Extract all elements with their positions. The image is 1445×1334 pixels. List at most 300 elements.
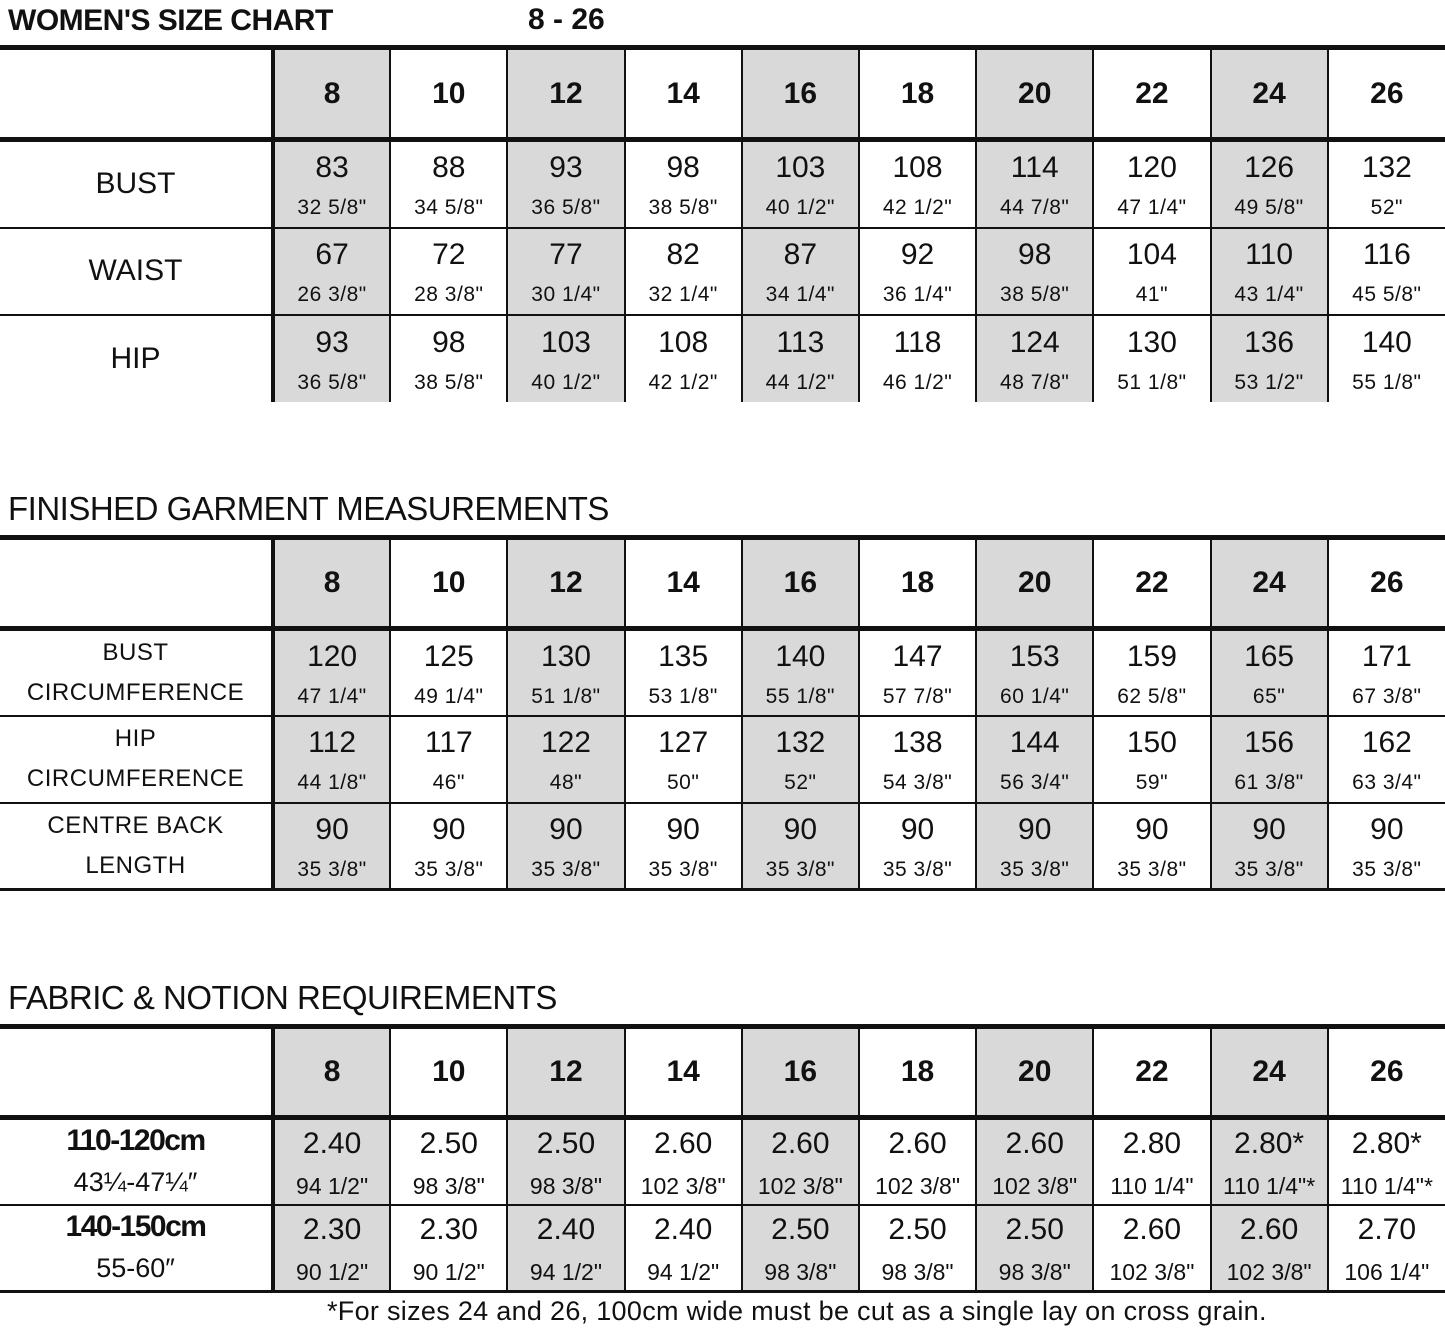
value-cm: 112 — [308, 726, 356, 759]
value-inches: 35 3/8" — [1352, 857, 1422, 881]
value-cm: 98 — [666, 151, 700, 185]
value-metres: 2.60 — [888, 1126, 947, 1160]
value-cell-size-24 — [1211, 803, 1328, 890]
value-cm: 90 — [783, 812, 818, 846]
value-inches: 53 1/8" — [648, 684, 718, 708]
value-cell-size-18 — [859, 1118, 976, 1205]
size-header-row — [0, 538, 1445, 629]
value-inches: 26 3/8" — [297, 283, 367, 306]
value-cm: 117 — [424, 726, 473, 759]
value-inches: 53 1/2" — [1234, 370, 1304, 394]
value-inches: 55 1/8" — [1352, 370, 1422, 394]
value-inches: 54 3/8" — [882, 771, 953, 794]
value-metres: 2.50 — [771, 1212, 830, 1246]
value-inches: 98 3/8" — [764, 1258, 837, 1285]
value-cell-size-8 — [273, 1205, 390, 1292]
value-cm: 110 — [1245, 238, 1293, 271]
value-inches: 38 5/8" — [648, 196, 718, 220]
size-header-22: 22 — [1093, 538, 1210, 629]
value-cm: 108 — [658, 325, 709, 359]
value-inches: 98 3/8" — [529, 1172, 603, 1199]
size-header-20: 20 — [976, 1027, 1093, 1118]
size-header-8: 8 — [273, 48, 390, 140]
value-cm: 135 — [658, 639, 709, 673]
value-metres: 2.30 — [302, 1212, 362, 1246]
value-cell-size-26 — [1328, 315, 1445, 402]
value-cell-size-24 — [1211, 1118, 1328, 1205]
value-cell-size-8 — [273, 629, 390, 716]
value-inches: 44 1/2" — [765, 370, 836, 394]
value-cell-size-10 — [390, 629, 507, 716]
value-inches: 48" — [549, 771, 583, 794]
value-cm: 132 — [1361, 151, 1412, 185]
value-cell-size-18 — [859, 716, 976, 803]
value-cm: 124 — [1009, 325, 1060, 359]
value-metres: 2.80 — [1122, 1126, 1182, 1160]
row-label-line2: LENGTH — [85, 851, 186, 879]
value-inches: 44 1/8" — [297, 771, 367, 794]
value-cell-size-20 — [976, 1118, 1093, 1205]
value-cm: 90 — [666, 812, 700, 846]
value-inches: 110 1/4"* — [1340, 1172, 1433, 1199]
value-cm: 93 — [315, 325, 349, 359]
value-cell-size-12 — [507, 1118, 624, 1205]
value-cell-size-20 — [976, 629, 1093, 716]
value-cell-size-20 — [976, 140, 1093, 228]
size-header-8: 8 — [273, 1027, 390, 1118]
size-header-18: 18 — [859, 48, 976, 140]
value-inches: 94 1/2" — [296, 1172, 369, 1199]
value-inches: 62 5/8" — [1117, 684, 1187, 708]
value-cm: 156 — [1244, 726, 1295, 759]
value-cell-size-24 — [1211, 315, 1328, 402]
size-header-14: 14 — [625, 48, 742, 140]
value-cell-size-22 — [1093, 629, 1210, 716]
size-header-22: 22 — [1093, 48, 1210, 140]
size-header-12: 12 — [507, 48, 624, 140]
value-inches: 35 3/8" — [414, 857, 484, 881]
value-cell-size-22 — [1093, 228, 1210, 315]
value-cm: 90 — [900, 812, 935, 846]
value-inches: 35 3/8" — [648, 857, 718, 881]
value-inches: 106 1/4" — [1344, 1258, 1430, 1285]
value-cell-size-12 — [507, 629, 624, 716]
value-inches: 49 1/4" — [414, 684, 484, 708]
value-cm: 90 — [549, 812, 583, 846]
value-inches: 52" — [1370, 196, 1403, 220]
size-header-12: 12 — [507, 1027, 624, 1118]
value-cell-size-14 — [625, 315, 742, 402]
value-cm: 92 — [900, 238, 935, 271]
value-cell-size-14 — [625, 1118, 742, 1205]
value-cm: 118 — [893, 325, 942, 359]
value-cell-size-10 — [390, 1118, 507, 1205]
value-cell-size-24 — [1211, 716, 1328, 803]
value-cell-size-16 — [742, 1118, 859, 1205]
value-inches: 35 3/8" — [1234, 857, 1304, 881]
value-inches: 55 1/8" — [765, 684, 836, 708]
value-cell-size-12 — [507, 228, 624, 315]
table-row — [0, 315, 1445, 402]
size-range: 8 - 26 — [528, 3, 605, 36]
value-inches: 40 1/2" — [531, 370, 601, 394]
value-metres: 2.50 — [419, 1126, 478, 1160]
finished-garment-table — [0, 535, 1445, 891]
row-label-text: BUST — [95, 167, 176, 201]
value-cm: 90 — [1252, 812, 1286, 846]
value-cell-size-20 — [976, 228, 1093, 315]
size-header-16: 16 — [742, 1027, 859, 1118]
size-header-row — [0, 1027, 1445, 1118]
value-cell-size-10 — [390, 1205, 507, 1292]
corner-cell — [0, 1027, 273, 1118]
row-label-text: WAIST — [88, 254, 183, 287]
value-inches: 48 7/8" — [1000, 370, 1070, 394]
value-inches: 102 3/8" — [1109, 1258, 1195, 1285]
size-header-26: 26 — [1328, 48, 1445, 140]
value-cm: 87 — [783, 238, 818, 271]
value-cm: 90 — [432, 812, 466, 846]
value-cell-size-26 — [1328, 716, 1445, 803]
value-inches: 67 3/8" — [1352, 684, 1422, 708]
value-cm: 90 — [1370, 812, 1404, 846]
value-inches: 51 1/8" — [1117, 370, 1187, 394]
value-cell-size-14 — [625, 629, 742, 716]
value-cell-size-8 — [273, 716, 390, 803]
value-cell-size-20 — [976, 1205, 1093, 1292]
value-cell-size-24 — [1211, 140, 1328, 228]
value-cell-size-18 — [859, 803, 976, 890]
value-cell-size-20 — [976, 803, 1093, 890]
value-cm: 136 — [1244, 325, 1295, 359]
size-header-row — [0, 48, 1445, 140]
womens-size-chart-title: WOMEN'S SIZE CHART — [8, 4, 333, 37]
value-cell-size-10 — [390, 228, 507, 315]
value-metres: 2.60 — [653, 1126, 713, 1160]
size-header-18: 18 — [859, 538, 976, 629]
value-metres: 2.80* — [1234, 1126, 1305, 1160]
row-label-text: HIP — [110, 341, 161, 375]
value-cell-size-24 — [1211, 1205, 1328, 1292]
value-cell-size-14 — [625, 1205, 742, 1292]
value-cell-size-8 — [273, 315, 390, 402]
value-cell-size-18 — [859, 315, 976, 402]
size-header-18: 18 — [859, 1027, 976, 1118]
row-label-line1: CENTRE BACK — [47, 811, 224, 839]
value-metres: 2.40 — [653, 1212, 713, 1246]
value-inches: 56 3/4" — [1000, 771, 1070, 794]
value-inches: 46" — [432, 771, 465, 794]
value-inches: 32 1/4" — [648, 283, 718, 306]
value-cell-size-22 — [1093, 1205, 1210, 1292]
value-cm: 98 — [432, 325, 466, 359]
value-metres: 2.60 — [1239, 1212, 1299, 1246]
value-inches: 98 3/8" — [412, 1172, 485, 1199]
value-cm: 88 — [432, 151, 466, 185]
value-metres: 2.50 — [888, 1212, 947, 1246]
table-row — [0, 1205, 1445, 1292]
value-cell-size-8 — [273, 140, 390, 228]
row-label-line1: BUST — [102, 638, 169, 666]
value-cell-size-14 — [625, 803, 742, 890]
value-cell-size-16 — [742, 315, 859, 402]
value-inches: 57 7/8" — [882, 684, 953, 708]
value-cell-size-10 — [390, 140, 507, 228]
row-label — [0, 1205, 273, 1292]
row-label-line2: CIRCUMFERENCE — [26, 765, 245, 792]
value-cell-size-22 — [1093, 1118, 1210, 1205]
value-inches: 50" — [666, 771, 700, 794]
value-inches: 94 1/2" — [647, 1258, 720, 1285]
row-label — [0, 629, 273, 716]
value-cm: 147 — [892, 639, 943, 673]
fabric-width-cm: 140-150cm — [65, 1209, 206, 1243]
finished-garment-title: FINISHED GARMENT MEASUREMENTS — [8, 490, 609, 527]
row-label-line2: CIRCUMFERENCE — [26, 678, 245, 706]
value-cell-size-16 — [742, 629, 859, 716]
value-metres: 2.30 — [419, 1212, 478, 1246]
value-cm: 104 — [1126, 238, 1177, 271]
fabric-width-cm: 110-120cm — [66, 1123, 205, 1157]
value-cell-size-16 — [742, 1205, 859, 1292]
value-cell-size-10 — [390, 803, 507, 890]
size-header-10: 10 — [390, 48, 507, 140]
value-inches: 63 3/4" — [1352, 771, 1422, 794]
value-cell-size-10 — [390, 315, 507, 402]
value-cell-size-18 — [859, 1205, 976, 1292]
size-header-16: 16 — [742, 48, 859, 140]
value-inches: 52" — [784, 771, 817, 794]
value-inches: 47 1/4" — [1117, 196, 1187, 220]
value-cm: 165 — [1244, 639, 1295, 673]
size-header-16: 16 — [742, 538, 859, 629]
value-cm: 90 — [1018, 812, 1052, 846]
value-metres: 2.50 — [1005, 1212, 1064, 1246]
value-cell-size-26 — [1328, 1118, 1445, 1205]
size-header-20: 20 — [976, 538, 1093, 629]
value-cell-size-22 — [1093, 315, 1210, 402]
value-inches: 98 3/8" — [998, 1258, 1071, 1285]
value-cell-size-26 — [1328, 1205, 1445, 1292]
value-inches: 32 5/8" — [297, 196, 367, 220]
corner-cell — [0, 48, 273, 140]
value-inches: 35 3/8" — [1000, 857, 1070, 881]
value-cm: 153 — [1009, 639, 1060, 673]
size-header-24: 24 — [1211, 48, 1328, 140]
value-inches: 42 1/2" — [648, 370, 718, 394]
value-cell-size-16 — [742, 140, 859, 228]
value-cell-size-18 — [859, 140, 976, 228]
value-cm: 103 — [775, 151, 826, 185]
table-row — [0, 803, 1445, 890]
size-header-10: 10 — [390, 1027, 507, 1118]
value-cell-size-12 — [507, 716, 624, 803]
value-cm: 120 — [1126, 151, 1177, 185]
value-cell-size-24 — [1211, 629, 1328, 716]
value-inches: 30 1/4" — [531, 283, 601, 306]
value-cell-size-8 — [273, 803, 390, 890]
row-label — [0, 228, 273, 315]
value-inches: 35 3/8" — [882, 857, 953, 881]
row-label — [0, 140, 273, 228]
value-cm: 82 — [666, 238, 700, 271]
value-cell-size-18 — [859, 629, 976, 716]
table-row — [0, 716, 1445, 803]
size-header-10: 10 — [390, 538, 507, 629]
value-cell-size-12 — [507, 1205, 624, 1292]
value-cell-size-26 — [1328, 140, 1445, 228]
value-inches: 51 1/8" — [531, 684, 601, 708]
table-row — [0, 1118, 1445, 1205]
value-inches: 36 5/8" — [297, 370, 367, 394]
value-inches: 44 7/8" — [1000, 196, 1070, 220]
value-cm: 140 — [1361, 325, 1412, 359]
fabric-width-inches: 43¼-47¼″ — [73, 1166, 198, 1197]
value-cm: 90 — [315, 812, 349, 846]
size-header-24: 24 — [1211, 538, 1328, 629]
fabric-footnote: *For sizes 24 and 26, 100cm wide must be cut as a single lay on cross grain. — [327, 1296, 1267, 1326]
value-inches: 90 1/2" — [412, 1258, 485, 1285]
value-cm: 162 — [1361, 726, 1412, 759]
value-cm: 125 — [423, 639, 474, 673]
value-cell-size-12 — [507, 315, 624, 402]
fabric-requirements-table — [0, 1024, 1445, 1293]
value-cm: 93 — [549, 151, 583, 185]
value-cell-size-20 — [976, 716, 1093, 803]
value-cm: 72 — [432, 238, 466, 271]
fabric-requirements-title: FABRIC & NOTION REQUIREMENTS — [8, 979, 557, 1016]
value-cell-size-14 — [625, 716, 742, 803]
row-label — [0, 803, 273, 890]
value-cm: 159 — [1126, 639, 1177, 673]
value-inches: 35 3/8" — [297, 857, 367, 881]
table-row — [0, 140, 1445, 228]
size-header-12: 12 — [507, 538, 624, 629]
value-cm: 171 — [1361, 639, 1412, 673]
value-cell-size-8 — [273, 1118, 390, 1205]
value-cell-size-18 — [859, 228, 976, 315]
value-inches: 40 1/2" — [765, 196, 836, 220]
value-cell-size-22 — [1093, 716, 1210, 803]
value-metres: 2.40 — [302, 1126, 362, 1160]
value-cm: 122 — [540, 726, 591, 759]
value-inches: 61 3/8" — [1234, 771, 1304, 794]
value-cm: 113 — [776, 325, 825, 359]
value-cell-size-24 — [1211, 228, 1328, 315]
value-inches: 43 1/4" — [1234, 283, 1304, 306]
value-cm: 67 — [315, 238, 349, 271]
value-metres: 2.50 — [536, 1126, 596, 1160]
value-inches: 34 5/8" — [414, 196, 484, 220]
value-cell-size-20 — [976, 315, 1093, 402]
value-inches: 35 3/8" — [531, 857, 601, 881]
size-header-22: 22 — [1093, 1027, 1210, 1118]
corner-cell — [0, 538, 273, 629]
womens-size-chart-table — [0, 45, 1445, 402]
value-cell-size-22 — [1093, 140, 1210, 228]
value-metres: 2.70 — [1357, 1212, 1417, 1246]
value-cm: 127 — [658, 726, 709, 759]
value-cm: 90 — [1135, 812, 1169, 846]
value-cm: 130 — [540, 639, 591, 673]
value-inches: 45 5/8" — [1352, 283, 1422, 306]
value-inches: 49 5/8" — [1234, 196, 1304, 220]
value-inches: 42 1/2" — [882, 196, 953, 220]
value-inches: 110 1/4"* — [1223, 1172, 1316, 1199]
value-cell-size-22 — [1093, 803, 1210, 890]
value-metres: 2.40 — [536, 1212, 596, 1246]
value-metres: 2.60 — [771, 1126, 830, 1160]
value-cm: 130 — [1126, 325, 1177, 359]
value-cell-size-26 — [1328, 228, 1445, 315]
value-cm: 150 — [1126, 726, 1177, 759]
value-inches: 102 3/8" — [757, 1172, 843, 1199]
value-inches: 46 1/2" — [882, 370, 953, 394]
value-inches: 35 3/8" — [765, 857, 836, 881]
row-label — [0, 716, 273, 803]
size-header-14: 14 — [625, 1027, 742, 1118]
value-inches: 28 3/8" — [414, 283, 484, 306]
size-header-8: 8 — [273, 538, 390, 629]
value-cm: 144 — [1009, 726, 1060, 759]
value-cm: 116 — [1362, 238, 1411, 271]
value-inches: 59" — [1135, 771, 1169, 794]
value-cm: 77 — [549, 238, 583, 271]
value-inches: 90 1/2" — [296, 1258, 369, 1285]
table-row — [0, 629, 1445, 716]
value-cell-size-10 — [390, 716, 507, 803]
value-metres: 2.60 — [1122, 1212, 1182, 1246]
value-metres: 2.60 — [1005, 1126, 1064, 1160]
value-inches: 60 1/4" — [1000, 684, 1070, 708]
row-label — [0, 1118, 273, 1205]
value-inches: 65" — [1252, 684, 1286, 708]
value-cm: 138 — [892, 726, 943, 759]
value-metres: 2.80* — [1351, 1126, 1422, 1160]
value-cell-size-26 — [1328, 803, 1445, 890]
value-inches: 36 5/8" — [531, 196, 601, 220]
value-cm: 98 — [1018, 238, 1052, 271]
value-cell-size-12 — [507, 140, 624, 228]
value-cm: 103 — [540, 325, 591, 359]
row-label-line1: HIP — [114, 725, 157, 752]
value-inches: 98 3/8" — [881, 1258, 954, 1285]
value-inches: 102 3/8" — [992, 1172, 1078, 1199]
fabric-width-inches: 55-60″ — [96, 1252, 175, 1283]
value-cell-size-16 — [742, 803, 859, 890]
value-inches: 35 3/8" — [1117, 857, 1187, 881]
value-cm: 108 — [892, 151, 943, 185]
value-cm: 120 — [307, 639, 358, 673]
value-cell-size-14 — [625, 140, 742, 228]
value-inches: 102 3/8" — [875, 1172, 960, 1199]
value-inches: 110 1/4" — [1110, 1172, 1194, 1199]
row-label — [0, 315, 273, 402]
value-cell-size-16 — [742, 228, 859, 315]
size-header-14: 14 — [625, 538, 742, 629]
value-inches: 36 1/4" — [882, 283, 953, 306]
size-header-24: 24 — [1211, 1027, 1328, 1118]
value-inches: 47 1/4" — [297, 684, 367, 708]
value-cm: 83 — [315, 151, 349, 185]
value-cell-size-14 — [625, 228, 742, 315]
value-inches: 102 3/8" — [640, 1172, 726, 1199]
size-header-20: 20 — [976, 48, 1093, 140]
value-cm: 132 — [775, 726, 826, 759]
value-cell-size-16 — [742, 716, 859, 803]
value-cell-size-8 — [273, 228, 390, 315]
value-cm: 126 — [1244, 151, 1295, 185]
